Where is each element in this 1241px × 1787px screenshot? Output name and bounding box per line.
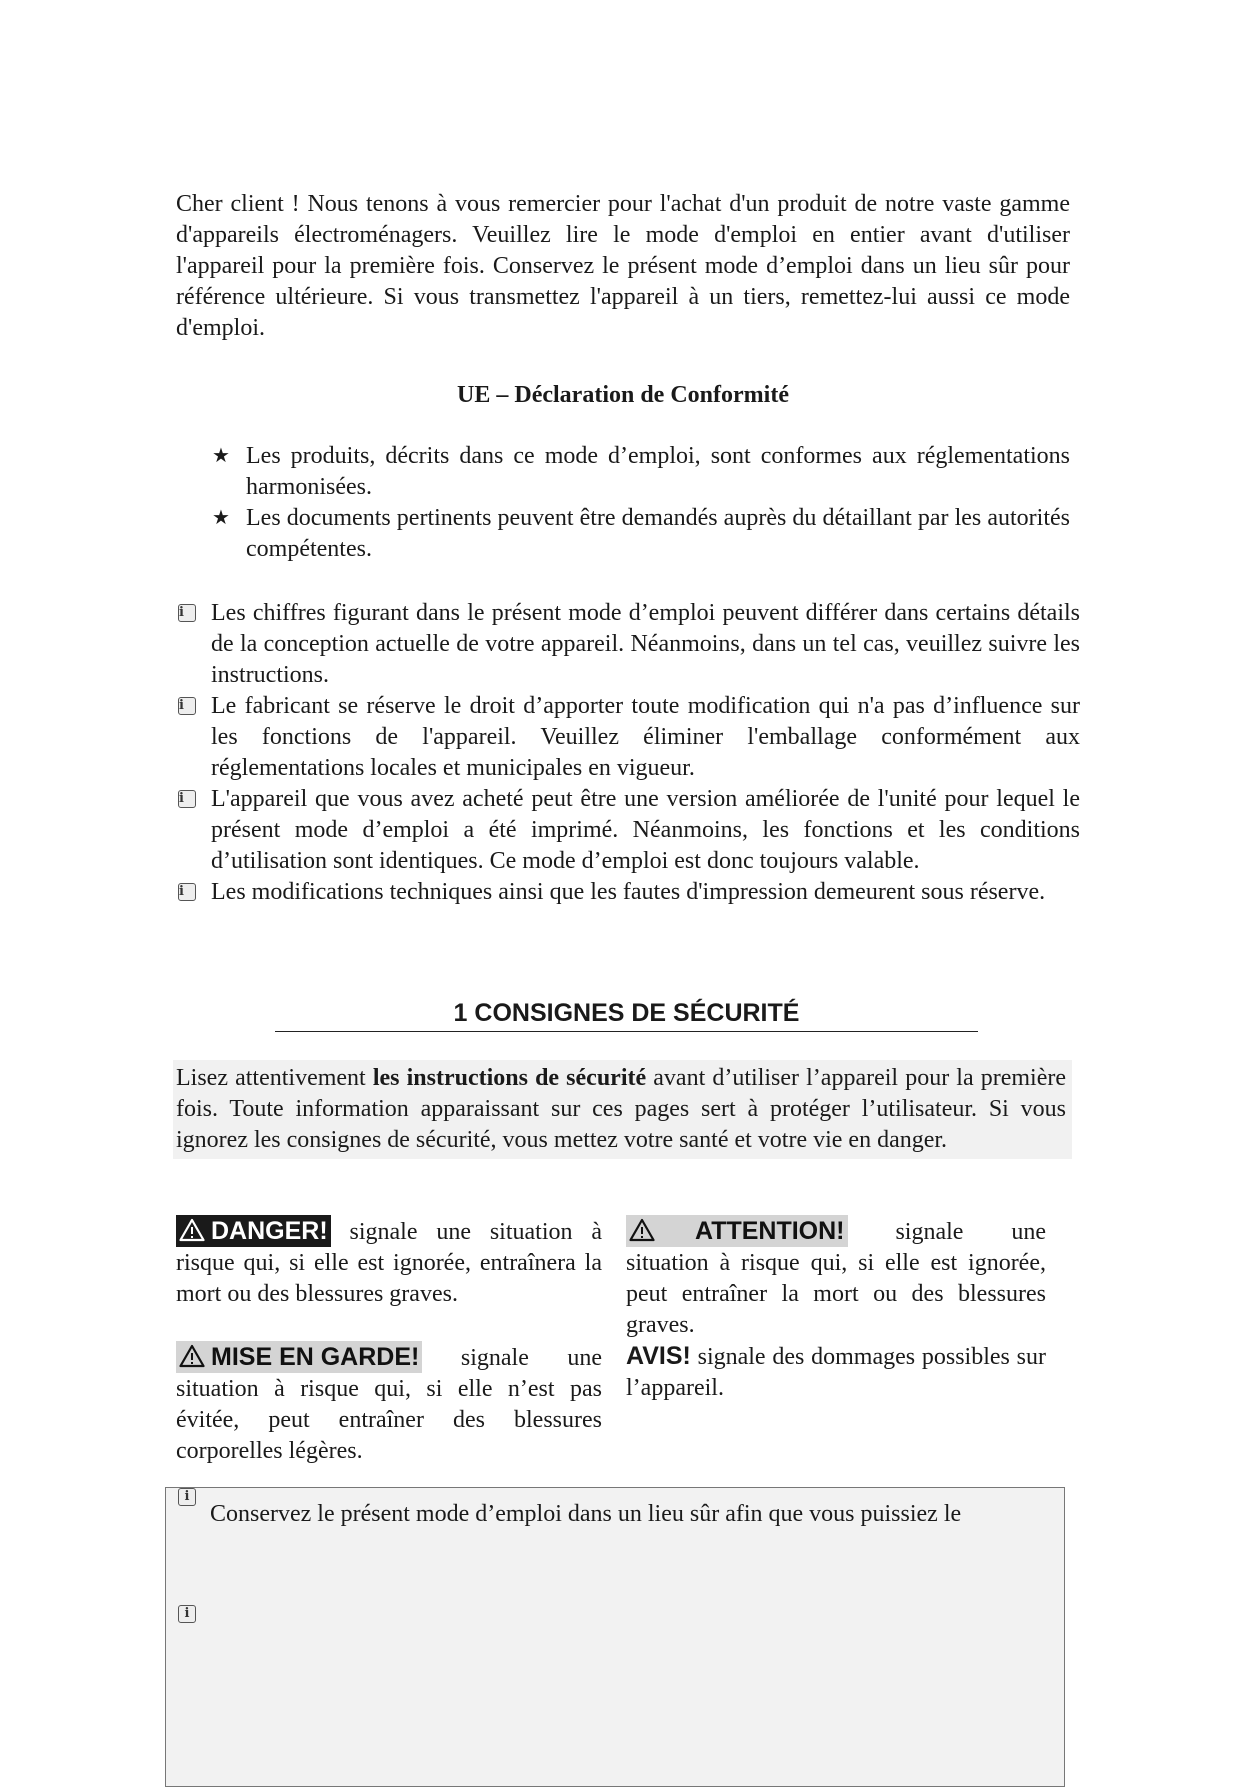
info-icon: i (178, 1605, 196, 1623)
warning-triangle-icon (179, 1344, 205, 1368)
info-icon: i (178, 883, 196, 901)
info-icon: i (178, 1488, 196, 1506)
attention-badge: ATTENTION! (626, 1215, 848, 1247)
star-icon: ★ (212, 445, 230, 467)
notes-list (176, 598, 1080, 908)
declaration-list (212, 441, 1070, 565)
attention-signal: ATTENTION! signale une situation à risque qui, si elle est ignorée, peut entraîner la mort ou des blessures graves. (626, 1217, 1046, 1338)
note-item: i L'appareil que vous avez acheté peut être une version améliorée de l'unité pour lequel le présent mode d’emploi a été imprimé. Néanmoins, les fonctions et les conditions d’utilisation sont identiques. Ce mode d’emploi est donc toujours valable. (179, 786, 1080, 874)
info-icon: i (178, 604, 196, 622)
bottom-note-text: Conservez le présent mode d’emploi dans un lieu sûr afin que vous puissiez le (210, 1501, 962, 1527)
intro-paragraph: Cher client ! Nous tenons à vous remercier pour l'achat d'un produit de notre vaste gamme d'appareils électroménagers. Veuillez lire le mode d'emploi en entier avant d'utiliser l'appareil pour la première fois. Conservez le présent mode d’emploi dans un lieu sûr pour référence ultérieure. Si vous transmettez l'appareil à un tiers, remettez-lui aussi ce mode d'emploi. (176, 191, 1070, 341)
info-icon: i (178, 790, 196, 808)
bottom-note-box (165, 1487, 1065, 1787)
warning-triangle-icon (629, 1218, 655, 1242)
danger-signal: DANGER! signale une situation à risque qui, si elle est ignorée, entraînera la mort ou des blessures graves. (176, 1217, 602, 1307)
avis-label: AVIS! (626, 1342, 691, 1370)
star-icon: ★ (212, 507, 230, 529)
warning-triangle-icon (179, 1218, 205, 1242)
note-item: i Les modifications techniques ainsi que les fautes d'impression demeurent sous réserve. (179, 879, 1046, 905)
avis-signal: AVIS! signale des dommages possibles sur l’appareil. (626, 1342, 1046, 1401)
danger-badge: DANGER! (176, 1215, 331, 1247)
list-item: ★ Les documents pertinents peuvent être demandés auprès du détaillant par les autorités compétentes. (212, 505, 1070, 562)
mise-en-garde-signal: MISE EN GARDE! signale une situation à risque qui, si elle n’est pas évitée, peut entraîner des blessures corporelles légères. (176, 1343, 602, 1464)
note-item: i Le fabricant se réserve le droit d’apporter toute modification qui n'a pas d’influence sur les fonctions de l'appareil. Veuillez éliminer l'emballage conformément aux réglementations locales et municipales en vigueur. (179, 693, 1080, 781)
list-item: ★ Les produits, décrits dans ce mode d’emploi, sont conformes aux réglementations harmonisées. (212, 443, 1070, 500)
section-heading: 1 CONSIGNES DE SÉCURITÉ (275, 998, 978, 1032)
declaration-title: UE – Déclaration de Conformité (457, 382, 789, 408)
info-icon: i (178, 697, 196, 715)
mise-en-garde-badge: MISE EN GARDE! (176, 1341, 422, 1373)
note-item: i Les chiffres figurant dans le présent mode d’emploi peuvent différer dans certains détails de la conception actuelle de votre appareil. Néanmoins, dans un tel cas, veuillez suivre les instructions. (179, 600, 1080, 688)
safety-intro-box: Lisez attentivement les instructions de sécurité avant d’utiliser l’appareil pour la première fois. Toute information apparaissant sur ces pages sert à protéger l’utilisateur. Si vous ignorez les consignes de sécurité, vous mettez votre santé et votre vie en danger. (173, 1060, 1072, 1159)
